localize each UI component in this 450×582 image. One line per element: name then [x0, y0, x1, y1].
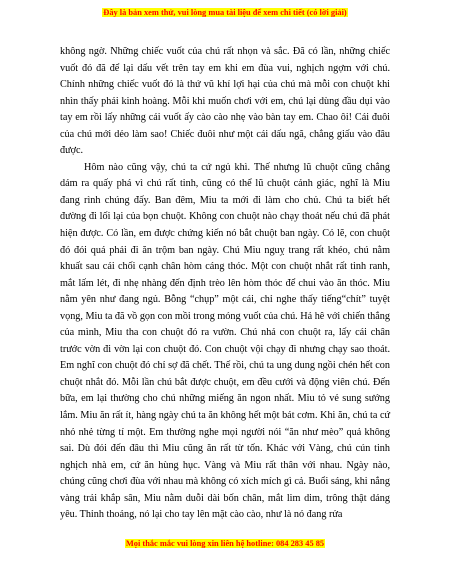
preview-notice-text: Đây là bản xem thử, vui lòng mua tài liệu để xem chi tiết (có lời giải)	[103, 8, 347, 17]
preview-notice-banner	[0, 8, 450, 17]
hotline-notice-text: Mọi thắc mắc vui lòng xin liên hệ hotline: 084 283 45 85	[125, 539, 325, 548]
hotline-notice-banner	[0, 539, 450, 548]
document-body	[60, 44, 390, 524]
paragraph-1: không ngờ. Những chiếc vuốt của chú rất nhọn và sắc. Đã có lần, những chiếc vuốt đó đã để lại dấu vết trên tay em khi em đùa vui, nghịch ngợm với chú. Chính những chiếc vuốt đó là thứ vũ khí lợi hại của chú mà mỗi con chuột khi nhìn thấy phải kinh hoàng. Mỗi khi muốn chơi với em, chú lại dùng đầu dụi vào tay em rồi lấy những cái vuốt ấy cào cào nhẹ vào bàn tay em. Chao ôi! Cái đuôi của chú mới dẻo làm sao! Chiếc đuôi như một cái dấu ngã, chẳng giấu vào đâu được.	[60, 46, 390, 157]
paragraph-2: Hôm nào cũng vậy, chú ta cứ ngủ khì. Thế nhưng lũ chuột cũng chẳng dám ra quấy phá vì chú rất tinh, cũng có thể lũ chuột cảnh giác, nghĩ là Miu đang rình chúng đấy. Ban đêm, Miu ta mới đi làm cho chủ. Chú ta biết hết đường đi lối lại của bọn chuột. Không con chuột nào chạy thoát nếu chú đã phát hiện được. Có lần, em được chứng kiến nó bắt chuột ban ngày. Có lẽ, con chuột đó đói quá phải đi ăn trộm ban ngày. Chú Miu nguỵ trang rất khéo, chú nằm khuất sau cái chối cạnh chân hòm cáng thóc. Một con chuột nhắt rất tinh ranh, mắt lấm lét, đi nhẹ nhàng đến định trèo lên hòm thóc để chui vào ăn thóc. Miu nằm yên như đang ngủ. Bỗng “chụp” một cái, chỉ nghe thấy tiếng“chít” tuyệt vọng, Miu ta đã vồ gọn con mồi trong móng vuốt của chú. Hả hê với chiến thắng của mình, Miu tha con chuột đó ra vườn. Chú nhả con chuột ra, lấy cái chân trước vờn đi vờn lại con chuột đó. Con chuột vội chạy đi nhưng chạy sao thoát. Em nghĩ con chuột đó chỉ sợ đã chết. Thế rồi, chú ta ung dung ngồi chén hết con chuột nhắt đó. Mỗi lần chú bắt được chuột, em đều cưới và động viên chú. Đến bữa, em lại thường cho chú những miếng ăn ngon nhất. Miu tỏ vẻ sung sướng lắm. Miu ăn rất ít, hàng ngày chú ta ăn không hết một bát cơm. Khi ăn, chú ta cứ nhỏ nhẻ từng tí một. Em thường nghe mọi người nói “ăn như mèo” quả không sai. Dù đói đến đâu thì Miu cũng ăn rất từ tốn. Khác với Vàng, chú cún tinh nghịch nhà em, cứ ăn hùng hục. Vàng và Miu rất thân với nhau. Ngày nào, chúng cũng chơi đùa với nhau mà không có xích mích gì cả. Buổi sáng, khi nắng vàng trải khắp sân, Miu nằm duỗi dài bốn chân, mắt lim dim, trông thật dáng yêu. Thỉnh thoảng, nó lại cho tay lên mặt cào cào, như là nó đang rửa	[60, 161, 390, 521]
